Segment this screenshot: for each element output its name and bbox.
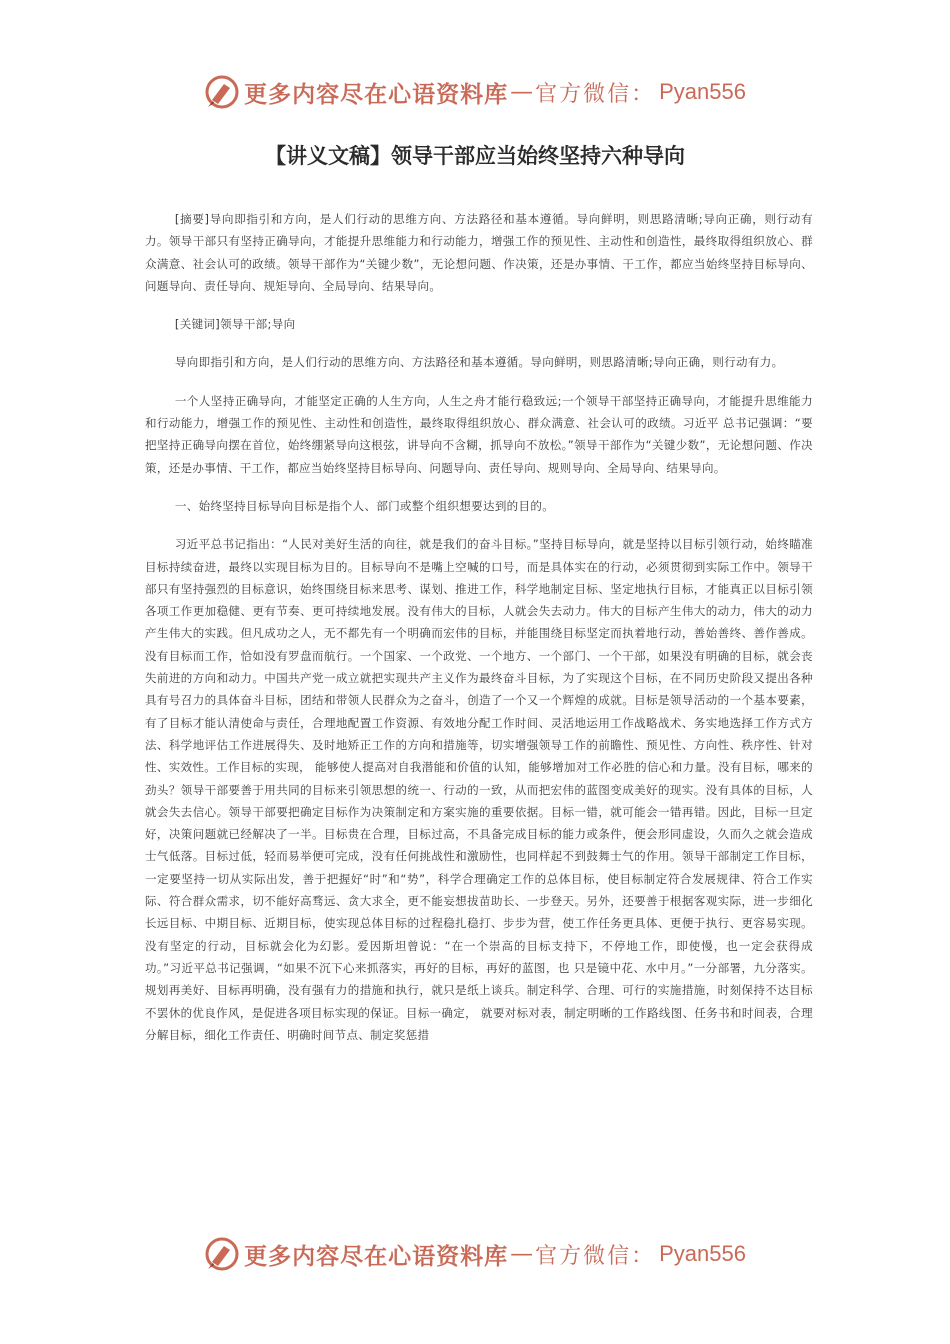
banner-text: 更多内容尽在心语资料库 <box>244 1242 509 1270</box>
banner-wechat-label: 官方微信： <box>535 81 656 107</box>
banner-wechat-id: Pyan556 <box>659 1241 746 1266</box>
document-title: 【讲义文稿】领导干部应当始终坚持六种导向 <box>265 144 685 168</box>
pen-nib-logo-icon <box>204 74 240 110</box>
document-body <box>145 208 813 1062</box>
pen-nib-logo-icon <box>204 1236 240 1272</box>
section-heading-paragraph: 一、始终坚持目标导向目标是指个人、部门或整个组织想要达到的目的。 <box>174 498 555 513</box>
footer-banner <box>0 1232 950 1276</box>
keywords-paragraph: [关键词]领导干部;导向 <box>174 317 296 332</box>
banner-separator: — <box>510 1241 534 1267</box>
banner-wechat-label: 官方微信： <box>535 1243 656 1269</box>
body-paragraph: 习近平总书记指出：“人民对美好生活的向往，就是我们的奋斗目标。”坚持目标导向，就是坚持以目标引领行动，始终瞄准目标持续奋进，最终以实现目标为目的。目标导向不是嘴上空喊的口号，而是具体实在的行动，必须贯彻到实际工作中。领导干部只有坚持强烈的目标意识，始终围绕目标来思考、谋划、推进工作，科学地制定目标、坚定地执行目标，才能真正以目标引领各项工作更加稳健、更有节奏、更可持续地发展。没有伟大的目标，人就会失去动力。伟大的目标产生伟大的动力，伟大的动力产生伟大的实践。但凡成功之人，无不都先有一个明确而宏伟的目标，并能围绕目标坚定而执着地行动，善始善终、善作善成。没有目标而工作，恰如没有罗盘而航行。一个国家、一个政党、一个地方、一个部门、一个干部，如果没有明确的目标，就会丧失前进的方向和动力。中国共产党一成立就把实现共产主义作为最终奋斗目标，为了实现这个目标，在不同历史阶段又提出各种具有号召力的具体奋斗目标，团结和带领人民群众为之奋斗，创造了一个又一个辉煌的成就。目标是领导活动的一个基本要素，有了目标才能认清使命与责任，合理地配置工作资源、有效地分配工作时间、灵活地运用工作战略战术、务实地选择工作方式方法、科学地评估工作进展得失、及时地矫正工作的方向和措施等，切实增强领导工作的前瞻性、预见性、方向性、秩序性、针对性、实效性。工作目标的实现， 能够使人提高对自我潜能和价值的认知，能够增加对工作必胜的信心和力量。没有目标，哪来的劲头？领导干部要善于用共同的目标来引领思想的统一、行动的一致，从而把宏伟的蓝图变成美好的现实。没有具体的目标，人就会失去信心。领导干部要把确定目标作为决策制定和方案实施的重要依据。目标一错，就可能会一错再错。因此，目标一旦定好，决策问题就已经解决了一半。目标贵在合理，目标过高，不具备完成目标的能力或条件，便会形同虚设，久而久之就会造成士气低落。目标过低，轻而易举便可完成，没有任何挑战性和激励性，也同样起不到鼓舞士气的作用。领导干部制定工作目标，一定要坚持一切从实际出发，善于把握好“时”和“势”，科学合理确定工作的总体目标，使目标制定符合发展规律、符合工作实际、符合群众需求，切不能好高骛远、贪大求全，更不能妄想拔苗助长、一步登天。另外，还要善于根据客观实际，进一步细化长远目标、中期目标、近期目标，使实现总体目标的过程稳扎稳打、步步为营，使工作任务更具体、更便于执行、更容易实现。没有坚定的行动，目标就会化为幻影。爱因斯坦曾说：“在一个崇高的目标支持下，不停地工作，即使慢，也一定会获得成功。”习近平总书记强调，“如果不沉下心来抓落实，再好的目标，再好的蓝图，也 只是镜中花、水中月。”一分部署，九分落实。规划再美好、目标再明确，没有强有力的措施和执行，就只是纸上谈兵。制定科学、合理、可行的实施措施，时刻保持不达目标不罢休的优良作风，是促进各项目标实现的保证。目标一确定， 就要对标对表，制定明晰的工作路线图、任务书和时间表，合理分解目标，细化工作责任、明确时间节点、制定奖惩措 <box>145 537 813 1042</box>
header-banner <box>0 70 950 114</box>
banner-separator: — <box>510 79 534 105</box>
banner-text: 更多内容尽在心语资料库 <box>244 80 509 108</box>
abstract-paragraph: [摘要]导向即指引和方向，是人们行动的思维方向、方法路径和基本遵循。导向鲜明，则思路清晰;导向正确，则行动有力。领导干部只有坚持正确导向，才能提升思维能力和行动能力，增强工作的预见性、主动性和创造性，最终取得组织放心、群众满意、社会认可的政绩。领导干部作为“关键少数”，无论想问题、作决策，还是办事情、干工作，都应当始终坚持目标导向、问题导向、责任导向、规矩导向、全局导向、结果导向。 <box>145 212 813 293</box>
body-paragraph: 一个人坚持正确导向，才能坚定正确的人生方向，人生之舟才能行稳致远;一个领导干部坚持正确导向，才能提升思维能力和行动能力，增强工作的预见性、主动性和创造性，最终取得组织放心、群众满意、社会认可的政绩。习近平 总书记强调：“要把坚持正确导向摆在首位，始终绷紧导向这根弦，讲导向不含糊，抓导向不放松。”领导干部作为“关键少数”，无论想问题、作决策，还是办事情、干工作，都应当始终坚持目标导向、问题导向、责任导向、规则导向、全局导向、结果导向。 <box>145 393 813 475</box>
banner-wechat-id: Pyan556 <box>659 79 746 104</box>
body-paragraph: 导向即指引和方向，是人们行动的思维方向、方法路径和基本遵循。导向鲜明，则思路清晰;导向正确，则行动有力。 <box>174 355 784 370</box>
